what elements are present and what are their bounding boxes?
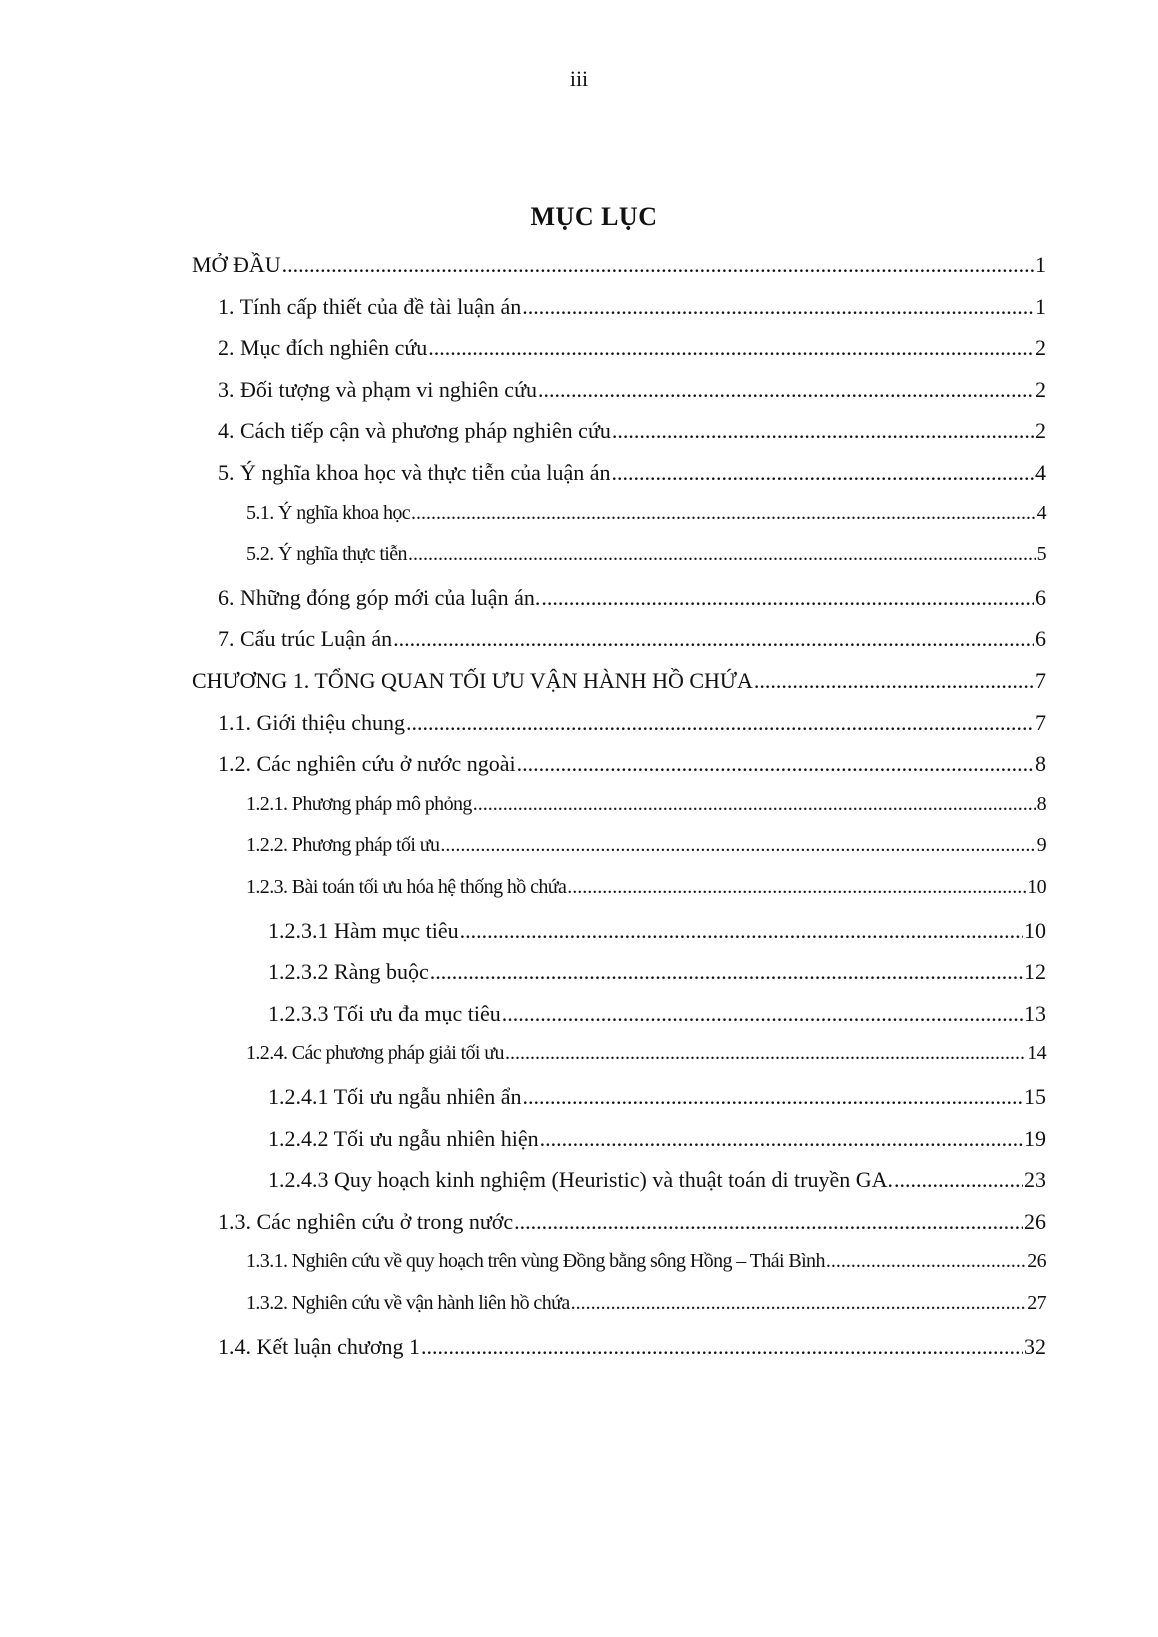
toc-entry-label: 1.3.1. Nghiên cứu về quy hoạch trên vùng Đồng bằng sông Hồng – Thái Bình: [246, 1250, 825, 1273]
page-title: MỤC LỤC: [530, 202, 658, 231]
toc-entry-page: 13: [1024, 1000, 1046, 1026]
toc-entry-label: 1.4. Kết luận chương 1: [218, 1333, 420, 1359]
toc-entry[interactable]: [246, 1250, 1046, 1282]
toc-entry-label: 7. Cấu trúc Luận án: [218, 626, 393, 652]
toc-entry-page: 14: [1027, 1042, 1046, 1065]
toc-entry-label: 1.2. Các nghiên cứu ở nước ngoài: [218, 751, 516, 777]
dot-leader: [282, 252, 1034, 278]
toc-entry[interactable]: [268, 1084, 1046, 1116]
toc-entry-page: 26: [1027, 1250, 1046, 1273]
page-number: iii: [569, 66, 589, 91]
toc-entry-label: 1.2.2. Phương pháp tối ưu: [246, 834, 440, 857]
dot-leader: [406, 710, 1034, 736]
toc-entry[interactable]: [268, 1126, 1046, 1158]
toc-entry[interactable]: [246, 876, 1046, 908]
toc-entry[interactable]: [192, 252, 1046, 284]
toc-entry[interactable]: [218, 626, 1046, 658]
toc-entry-label: 5.2. Ý nghĩa thực tiễn: [246, 543, 407, 566]
dot-leader: [571, 1292, 1027, 1315]
toc-entry-page: 9: [1036, 834, 1046, 857]
toc-entry-label: 1.2.3.1 Hàm mục tiêu: [268, 917, 459, 943]
toc-entry-label: 1. Tính cấp thiết của đề tài luận án: [218, 293, 522, 319]
toc-entry-label: 1.2.4. Các phương pháp giải tối ưu: [246, 1042, 504, 1065]
dot-leader: [393, 626, 1034, 652]
dot-leader: [540, 1126, 1023, 1152]
dot-leader: [522, 1084, 1023, 1110]
toc-entry-label: 3. Đối tượng và phạm vi nghiên cứu: [218, 376, 537, 402]
dot-leader: [522, 294, 1034, 320]
toc-entry-label: MỞ ĐẦU: [192, 252, 281, 277]
toc-entry[interactable]: [218, 585, 1046, 617]
toc-entry-page: 1: [1035, 293, 1046, 319]
toc-entry-page: 7: [1035, 668, 1046, 693]
toc-entry[interactable]: [218, 1209, 1046, 1241]
toc-entry-label: 1.2.4.3 Quy hoạch kinh nghiệm (Heuristic) và thuật toán di truyền GA.: [268, 1167, 894, 1193]
toc-entry-label: 5.1. Ý nghĩa khoa học: [246, 501, 411, 524]
toc-entry[interactable]: [268, 1001, 1046, 1033]
toc-entry[interactable]: [268, 1167, 1046, 1199]
toc-entry-page: 7: [1035, 709, 1046, 735]
toc-entry[interactable]: [218, 377, 1046, 409]
toc-entry-label: 5. Ý nghĩa khoa học và thực tiễn của luận án: [218, 460, 611, 485]
dot-leader: [460, 918, 1023, 944]
dot-leader: [428, 335, 1034, 361]
toc-entry-page: 12: [1024, 959, 1046, 985]
dot-leader: [502, 1001, 1023, 1027]
toc-entry-page: 8: [1035, 751, 1046, 777]
toc-entry-label: 6. Những đóng góp mới của luận án.: [218, 584, 541, 610]
toc-entry-page: 23: [1024, 1167, 1046, 1193]
toc-entry-page: 5: [1036, 543, 1046, 566]
toc-entry-page: 10: [1024, 917, 1046, 943]
toc-entry-page: 15: [1024, 1084, 1046, 1109]
toc-entry-page: 6: [1035, 626, 1046, 652]
toc-entry-label: CHƯƠNG 1. TỔNG QUAN TỐI ƯU VẬN HÀNH HỒ CHỨA: [192, 668, 753, 693]
toc-entry[interactable]: [218, 710, 1046, 742]
toc-entry[interactable]: [218, 1334, 1046, 1366]
dot-leader: [505, 1042, 1026, 1065]
toc-entry-page: 2: [1035, 335, 1046, 361]
toc-entry-label: 1.2.4.1 Tối ưu ngẫu nhiên ẩn: [268, 1084, 522, 1109]
dot-leader: [430, 959, 1023, 985]
toc-entry[interactable]: [246, 1292, 1046, 1324]
toc-entry-label: 1.2.3.2 Ràng buộc: [268, 959, 429, 985]
toc-entry-page: 32: [1024, 1333, 1046, 1359]
toc-entry[interactable]: [218, 751, 1046, 783]
toc-entry[interactable]: [218, 418, 1046, 450]
toc-entry[interactable]: [192, 668, 1046, 700]
toc-entry-page: 1: [1035, 252, 1046, 277]
dot-leader: [473, 793, 1036, 816]
toc-entry-page: 4: [1036, 501, 1046, 524]
dot-leader: [541, 585, 1034, 611]
toc-entry-page: 4: [1035, 460, 1046, 485]
toc-entry[interactable]: [246, 793, 1046, 825]
toc-entry-label: 4. Cách tiếp cận và phương pháp nghiên cứu: [218, 418, 611, 444]
toc-entry-label: 1.1. Giới thiệu chung: [218, 709, 405, 735]
dot-leader: [440, 834, 1035, 857]
toc-entry[interactable]: [246, 502, 1046, 534]
toc-entry-label: 1.3. Các nghiên cứu ở trong nước: [218, 1208, 514, 1234]
toc-entry[interactable]: [246, 543, 1046, 575]
dot-leader: [567, 876, 1026, 899]
toc-entry-page: 2: [1035, 376, 1046, 402]
toc-entry[interactable]: [218, 335, 1046, 367]
toc-entry-page: 27: [1027, 1292, 1046, 1314]
dot-leader: [514, 1209, 1023, 1235]
dot-leader: [408, 543, 1036, 566]
toc-entry-page: 6: [1035, 584, 1046, 610]
toc-entry[interactable]: [268, 918, 1046, 950]
dot-leader: [612, 460, 1034, 486]
toc-entry-page: 8: [1036, 792, 1046, 815]
dot-leader: [612, 418, 1034, 444]
dot-leader: [421, 1334, 1023, 1360]
dot-leader: [538, 377, 1034, 403]
dot-leader: [894, 1167, 1023, 1193]
dot-leader: [826, 1250, 1026, 1273]
toc-entry[interactable]: [246, 834, 1046, 866]
toc-entry[interactable]: [246, 1042, 1046, 1074]
dot-leader: [411, 502, 1036, 525]
toc-entry[interactable]: [218, 460, 1046, 492]
toc-entry-page: 26: [1024, 1208, 1046, 1234]
toc-entry[interactable]: [268, 959, 1046, 991]
toc-entry-label: 1.2.4.2 Tối ưu ngẫu nhiên hiện: [268, 1125, 539, 1151]
toc-entry-label: 1.2.1. Phương pháp mô phỏng: [246, 792, 472, 815]
toc-entry-label: 1.3.2. Nghiên cứu về vận hành liên hồ chứa: [246, 1292, 570, 1314]
toc-entry-label: 2. Mục đích nghiên cứu: [218, 335, 428, 361]
toc-entry[interactable]: [218, 294, 1046, 326]
toc-entry-label: 1.2.3.3 Tối ưu đa mục tiêu: [268, 1000, 501, 1026]
toc-entry-page: 19: [1024, 1125, 1046, 1151]
dot-leader: [754, 668, 1034, 694]
toc-entry-label: 1.2.3. Bài toán tối ưu hóa hệ thống hồ chứa: [246, 876, 567, 898]
dot-leader: [517, 751, 1034, 777]
toc-entry-page: 2: [1035, 418, 1046, 444]
toc-entry-page: 10: [1027, 876, 1046, 898]
